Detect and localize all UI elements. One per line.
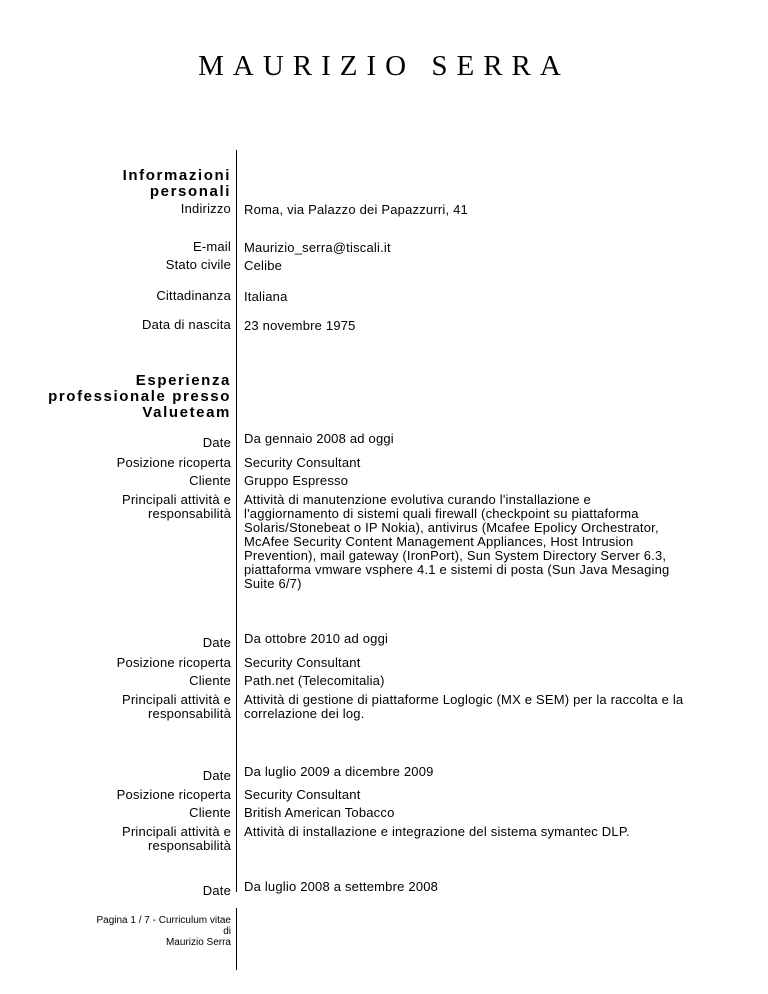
date-label: Date	[202, 435, 231, 450]
column-divider	[236, 150, 237, 892]
entry-date: Da gennaio 2008 ad oggi	[244, 431, 394, 446]
footer-divider	[236, 908, 237, 970]
client-label: Cliente	[189, 673, 231, 688]
email-value: Maurizio_serra@tiscali.it	[244, 240, 391, 255]
email-label: E-mail	[192, 239, 231, 254]
client-label: Cliente	[189, 805, 231, 820]
citizenship-label: Cittadinanza	[156, 288, 231, 303]
date-label: Date	[202, 635, 231, 650]
civil-status-value: Celibe	[244, 258, 283, 273]
address-label: Indirizzo	[180, 201, 231, 216]
position-label: Posizione ricoperta	[116, 455, 231, 470]
position-label: Posizione ricoperta	[116, 655, 231, 670]
section-heading-personal: Informazioni personali	[122, 167, 231, 200]
entry-date: Da luglio 2009 a dicembre 2009	[244, 764, 434, 779]
entry-client: Path.net (Telecomitalia)	[244, 673, 385, 688]
date-label: Date	[202, 883, 231, 898]
entry-activities: Attività di installazione e integrazione del sistema symantec DLP.	[244, 824, 630, 839]
date-label: Date	[202, 768, 231, 783]
entry-activities: Attività di manutenzione evolutiva curando l'installazione e l'aggiornamento di sistemi quali firewall (checkpoint su piattaforma Solaris/Stonebeat o IP Nokia), antivirus (Mcafee Epolicy Orchestrator, McAfee Security Content Management Appliances, Host Intrusion Prevention), mail gateway (IronPort), Sun System Directory Server 6.3, piattaforma vmware vsphere 4.1 e sistemi di posta (Sun Java Mesaging Suite 6/7)	[244, 492, 670, 591]
activities-label: Principali attività e responsabilità	[122, 824, 231, 853]
document-title: MAURIZIO SERRA	[198, 50, 570, 82]
position-label: Posizione ricoperta	[116, 787, 231, 802]
birth-date-label: Data di nascita	[142, 317, 231, 332]
entry-position: Security Consultant	[244, 655, 361, 670]
entry-activities: Attività di gestione di piattaforme Loglogic (MX e SEM) per la raccolta e la correlazione dei log.	[244, 692, 684, 721]
entry-position: Security Consultant	[244, 455, 361, 470]
address-value: Roma, via Palazzo dei Papazzurri, 41	[244, 202, 468, 217]
entry-date: Da luglio 2008 a settembre 2008	[244, 879, 439, 894]
client-label: Cliente	[189, 473, 231, 488]
entry-client: Gruppo Espresso	[244, 473, 349, 488]
civil-status-label: Stato civile	[165, 257, 231, 272]
birth-date-value: 23 novembre 1975	[244, 318, 356, 333]
entry-client: British American Tobacco	[244, 805, 395, 820]
section-heading-experience: Esperienza professionale presso Valueteam	[48, 372, 231, 421]
entry-date: Da ottobre 2010 ad oggi	[244, 631, 389, 646]
citizenship-value: Italiana	[244, 289, 288, 304]
activities-label: Principali attività e responsabilità	[122, 692, 231, 721]
entry-position: Security Consultant	[244, 787, 361, 802]
page-footer: Pagina 1 / 7 - Curriculum vitae di Maurizio Serra	[96, 915, 231, 948]
activities-label: Principali attività e responsabilità	[122, 492, 231, 521]
